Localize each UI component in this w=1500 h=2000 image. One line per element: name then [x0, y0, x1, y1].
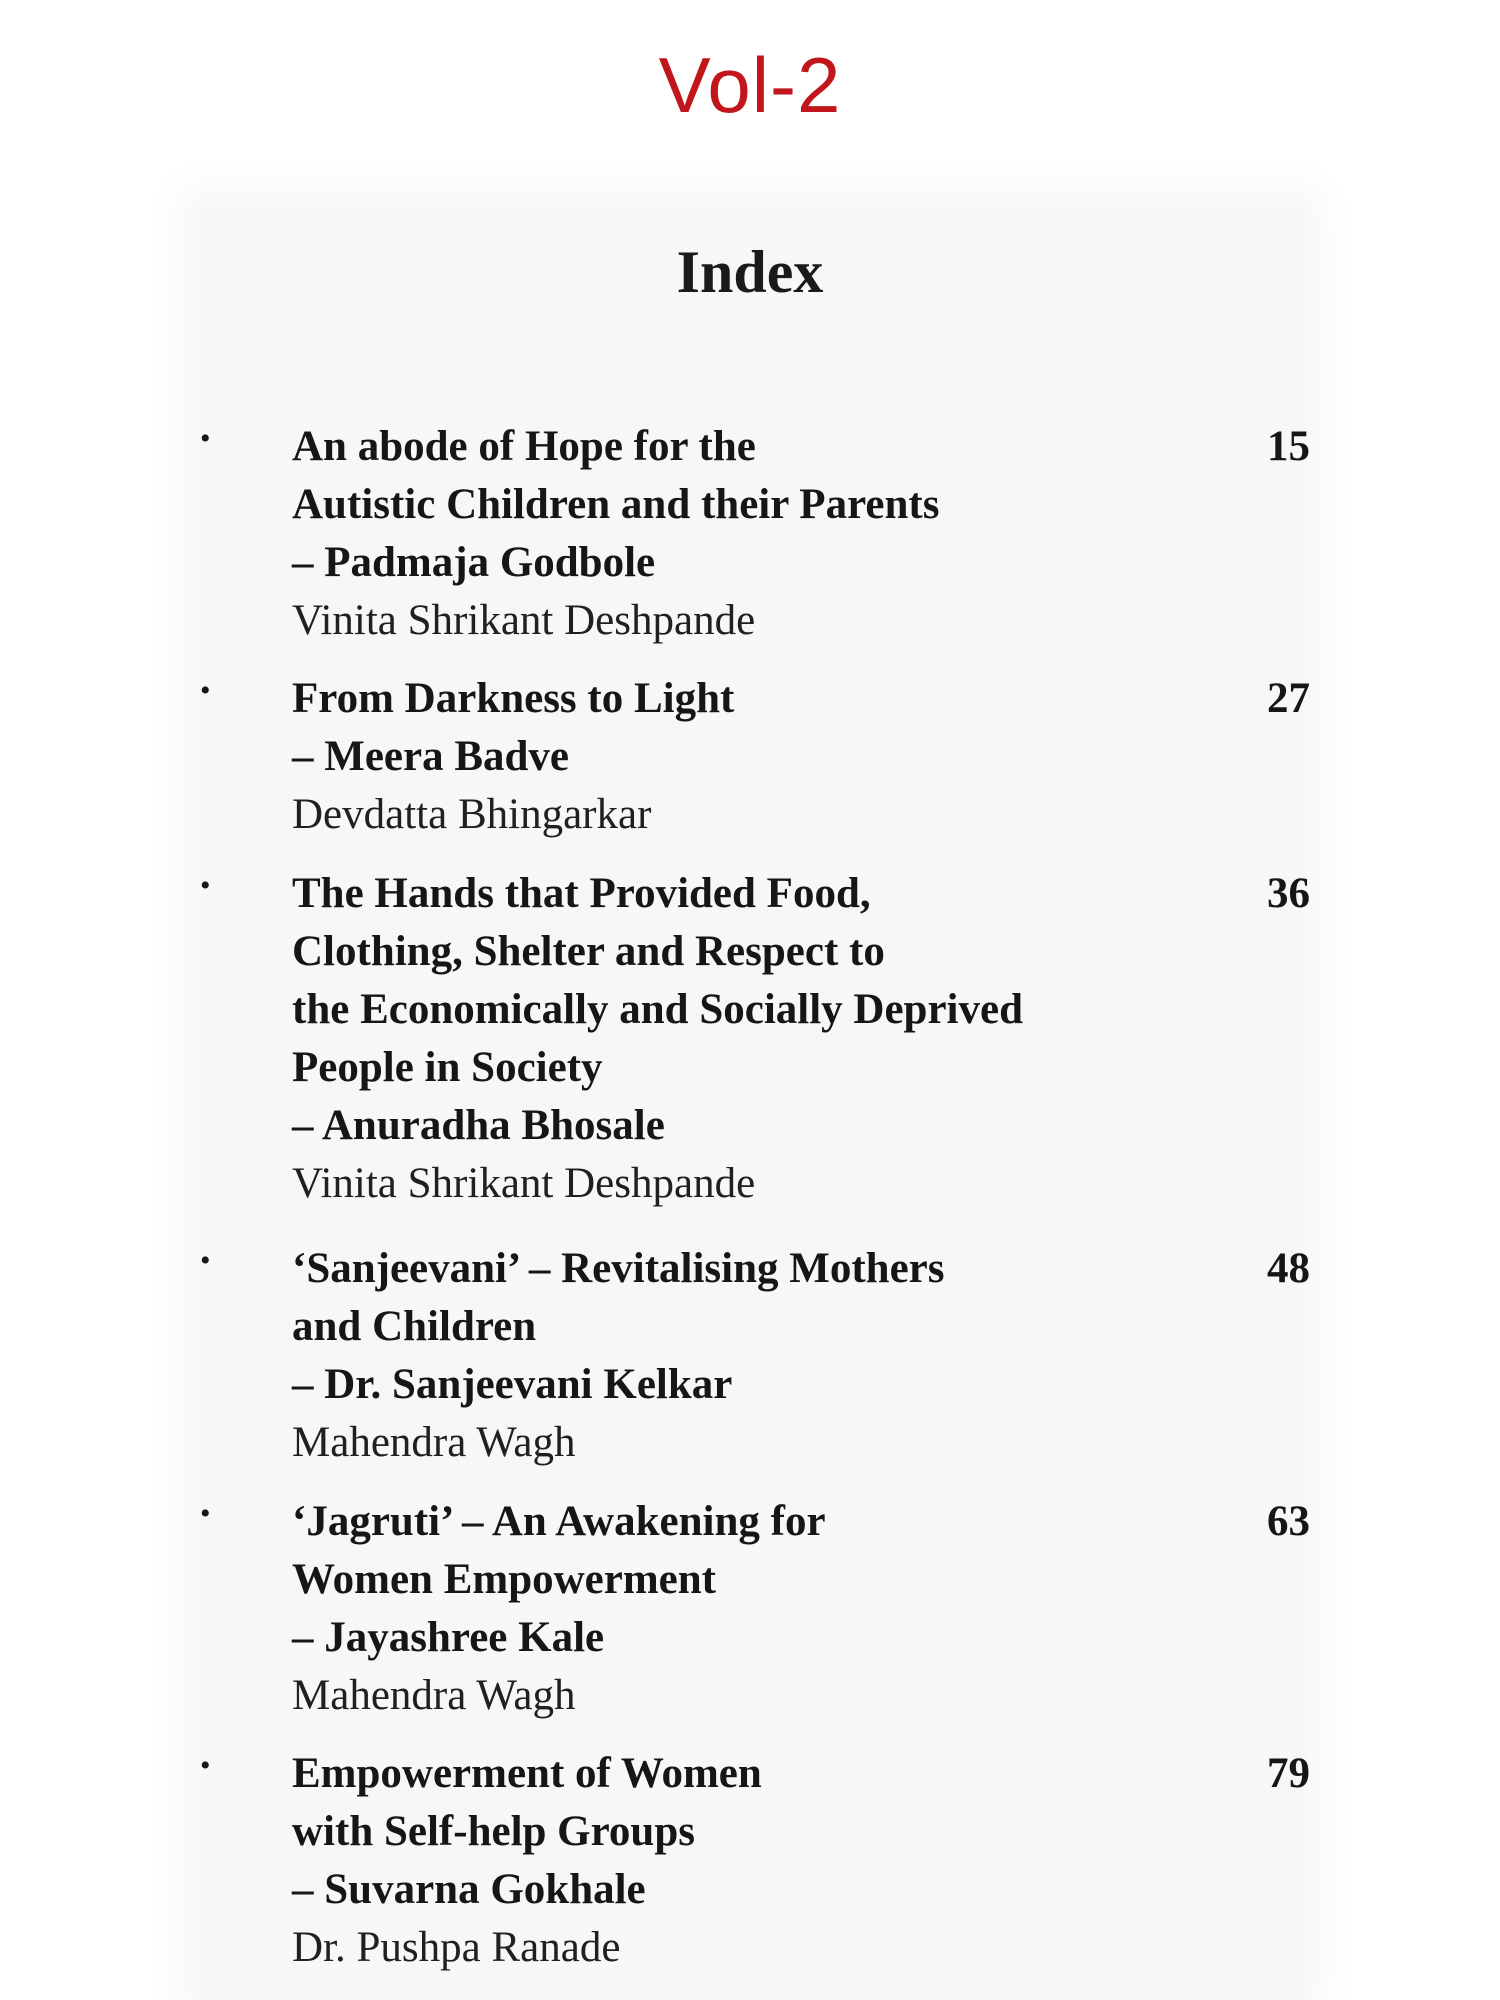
bullet-icon: •: [200, 869, 211, 902]
page-number: 48: [1267, 1245, 1310, 1292]
page-number: 15: [1267, 423, 1310, 470]
entry-author: Dr. Pushpa Ranade: [292, 1924, 621, 1971]
bullet-icon: •: [200, 422, 211, 455]
entry-text: [292, 670, 1310, 844]
entry-title-line: An abode of Hope for the: [292, 423, 756, 470]
entry-author: Vinita Shrikant Deshpande: [292, 1160, 756, 1207]
entry-title-line: – Jayashree Kale: [292, 1614, 605, 1661]
entry-title-line: the Economically and Socially Deprived: [292, 986, 1023, 1033]
entry-text: [292, 418, 1310, 650]
page-number: 27: [1267, 675, 1310, 722]
bullet-icon: •: [200, 1244, 211, 1277]
entry-title-line: ‘Sanjeevani’ – Revitalising Mothers: [292, 1245, 945, 1292]
page-number: 63: [1267, 1498, 1310, 1545]
entry-title-line: Women Empowerment: [292, 1556, 716, 1603]
entry-title-line: – Suvarna Gokhale: [292, 1866, 646, 1913]
index-entry: [200, 865, 1310, 1213]
index-entry: [200, 670, 1310, 844]
page-number: 79: [1267, 1750, 1310, 1797]
entry-title-line: Clothing, Shelter and Respect to: [292, 928, 885, 975]
index-heading: Index: [676, 239, 824, 305]
entry-title-line: People in Society: [292, 1044, 603, 1091]
entry-text: [292, 865, 1310, 1213]
entry-title-line: – Padmaja Godbole: [292, 539, 656, 586]
entry-text: [292, 1493, 1310, 1725]
entry-author: Vinita Shrikant Deshpande: [292, 597, 756, 644]
entry-title-line: The Hands that Provided Food,: [292, 870, 871, 917]
entry-title-line: Empowerment of Women: [292, 1750, 762, 1797]
bullet-icon: •: [200, 1497, 211, 1530]
index-entry: [200, 1240, 1310, 1472]
volume-title: Vol-2: [658, 41, 842, 129]
entry-title-line: and Children: [292, 1303, 537, 1350]
entry-title-line: – Dr. Sanjeevani Kelkar: [292, 1361, 733, 1408]
index-entry: [200, 1493, 1310, 1725]
page-number: 36: [1267, 870, 1310, 917]
index-entry: [200, 1745, 1310, 1977]
entry-title-line: From Darkness to Light: [292, 675, 735, 722]
entry-title-line: with Self-help Groups: [292, 1808, 695, 1855]
index-entry: [200, 418, 1310, 650]
entry-author: Devdatta Bhingarkar: [292, 791, 652, 838]
entry-author: Mahendra Wagh: [292, 1419, 576, 1466]
entry-title-line: Autistic Children and their Parents: [292, 481, 940, 528]
entry-title-line: ‘Jagruti’ – An Awakening for: [292, 1498, 826, 1545]
entry-author: Mahendra Wagh: [292, 1672, 576, 1719]
entry-title-line: – Meera Badve: [292, 733, 570, 780]
bullet-icon: •: [200, 674, 211, 707]
bullet-icon: •: [200, 1749, 211, 1782]
entry-text: [292, 1240, 1310, 1472]
entry-title-line: – Anuradha Bhosale: [292, 1102, 665, 1149]
entry-text: [292, 1745, 1310, 1977]
